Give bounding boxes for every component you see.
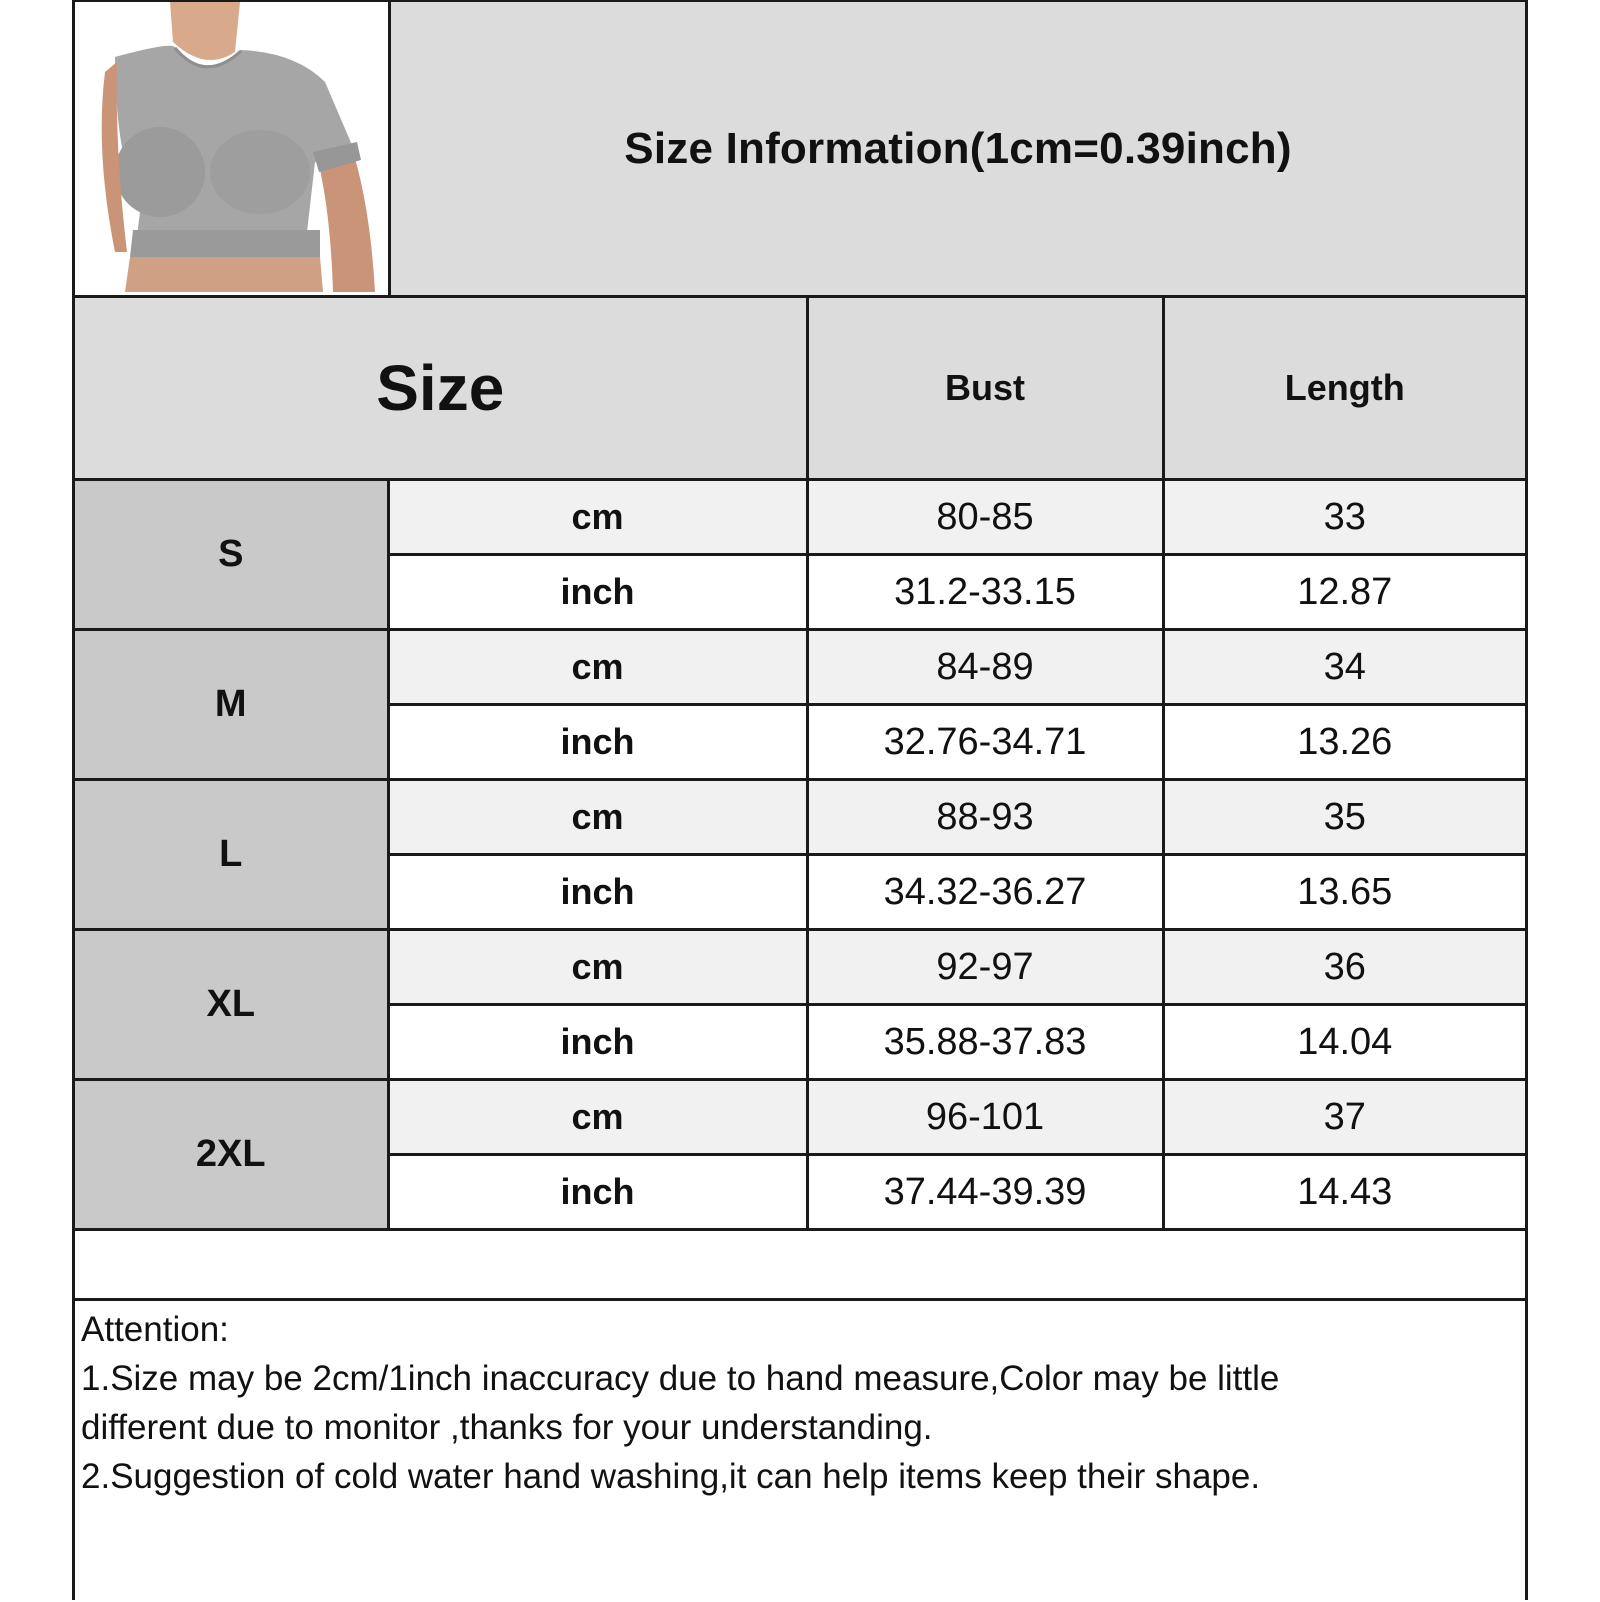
size-label: L bbox=[75, 780, 388, 930]
crop-top-image bbox=[75, 2, 385, 292]
length-value: 14.04 bbox=[1163, 1005, 1525, 1080]
notes-line: different due to monitor ,thanks for your understanding. bbox=[81, 1408, 933, 1447]
size-info-title-cell bbox=[391, 2, 1525, 298]
length-value: 35 bbox=[1163, 780, 1525, 855]
table-row bbox=[75, 930, 1525, 1005]
column-header-bust: Bust bbox=[807, 298, 1163, 480]
unit-label: cm bbox=[388, 930, 807, 1005]
length-value: 13.26 bbox=[1163, 705, 1525, 780]
notes-line: 2.Suggestion of cold water hand washing,it can help items keep their shape. bbox=[81, 1457, 1261, 1496]
bust-value: 92-97 bbox=[807, 930, 1163, 1005]
unit-label: inch bbox=[388, 855, 807, 930]
table-header-row bbox=[75, 298, 1525, 480]
size-chart bbox=[72, 0, 1528, 1600]
bust-value: 96-101 bbox=[807, 1080, 1163, 1155]
size-label: M bbox=[75, 630, 388, 780]
size-rows bbox=[75, 480, 1525, 1230]
bust-value: 34.32-36.27 bbox=[807, 855, 1163, 930]
length-value: 13.65 bbox=[1163, 855, 1525, 930]
length-value: 14.43 bbox=[1163, 1155, 1525, 1230]
bust-value: 35.88-37.83 bbox=[807, 1005, 1163, 1080]
bust-value: 88-93 bbox=[807, 780, 1163, 855]
bust-value: 84-89 bbox=[807, 630, 1163, 705]
column-header-size: Size bbox=[75, 298, 807, 480]
unit-label: inch bbox=[388, 555, 807, 630]
bust-value: 37.44-39.39 bbox=[807, 1155, 1163, 1230]
unit-label: inch bbox=[388, 705, 807, 780]
table-row bbox=[75, 630, 1525, 705]
size-table bbox=[75, 298, 1525, 1231]
unit-label: cm bbox=[388, 480, 807, 555]
unit-label: inch bbox=[388, 1005, 807, 1080]
attention-notes bbox=[75, 1298, 1525, 1602]
size-label: XL bbox=[75, 930, 388, 1080]
unit-label: inch bbox=[388, 1155, 807, 1230]
unit-label: cm bbox=[388, 630, 807, 705]
bust-value: 32.76-34.71 bbox=[807, 705, 1163, 780]
length-value: 34 bbox=[1163, 630, 1525, 705]
length-value: 36 bbox=[1163, 930, 1525, 1005]
length-value: 33 bbox=[1163, 480, 1525, 555]
size-label: 2XL bbox=[75, 1080, 388, 1230]
length-value: 12.87 bbox=[1163, 555, 1525, 630]
table-row bbox=[75, 780, 1525, 855]
bust-value: 80-85 bbox=[807, 480, 1163, 555]
notes-line: 1.Size may be 2cm/1inch inaccuracy due to hand measure,Color may be little bbox=[81, 1359, 1280, 1398]
unit-label: cm bbox=[388, 780, 807, 855]
notes-heading: Attention: bbox=[81, 1310, 229, 1349]
column-header-length: Length bbox=[1163, 298, 1525, 480]
page-title: Size Information(1cm=0.39inch) bbox=[624, 123, 1292, 173]
size-label: S bbox=[75, 480, 388, 630]
table-row bbox=[75, 480, 1525, 555]
bust-value: 31.2-33.15 bbox=[807, 555, 1163, 630]
table-row bbox=[75, 1080, 1525, 1155]
length-value: 37 bbox=[1163, 1080, 1525, 1155]
product-photo bbox=[75, 2, 391, 298]
unit-label: cm bbox=[388, 1080, 807, 1155]
